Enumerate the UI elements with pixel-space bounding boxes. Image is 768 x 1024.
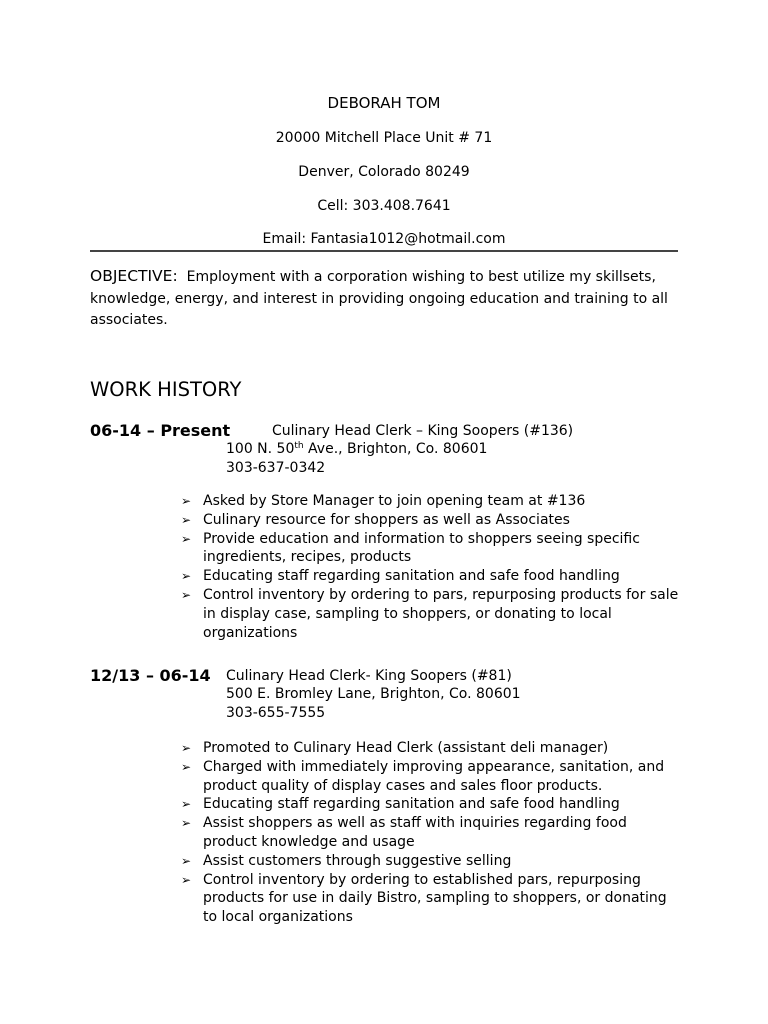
arrow-bullet-icon: ➢	[181, 759, 192, 774]
job-1-address-rest: Ave., Brighton, Co. 80601	[303, 441, 488, 457]
job-1-address	[226, 440, 487, 459]
arrow-bullet-icon: ➢	[181, 816, 192, 831]
duty-item	[181, 567, 681, 586]
work-history-title: WORK HISTORY	[90, 378, 242, 401]
duty-text: Control inventory by ordering to established pars, repurposing products for use in daily Bistro, sampling to shoppers, or donating to local organizations	[203, 871, 667, 926]
duty-text: Promoted to Culinary Head Clerk (assistant deli manager)	[203, 740, 609, 756]
objective-label: OBJECTIVE:	[90, 267, 178, 285]
job-1-phone: 303-637-0342	[226, 460, 326, 476]
duty-text: Provide education and information to shoppers seeing specific ingredients, recipes, products	[203, 530, 640, 566]
objective-section	[90, 266, 690, 332]
arrow-bullet-icon: ➢	[181, 872, 192, 887]
cell-phone: Cell: 303.408.7641	[317, 198, 451, 214]
job-2-title: Culinary Head Clerk- King Soopers (#81)	[226, 668, 512, 684]
arrow-bullet-icon: ➢	[181, 569, 192, 584]
arrow-bullet-icon: ➢	[181, 853, 192, 868]
duty-text: Control inventory by ordering to pars, repurposing products for sale in display case, sampling to shoppers, or donating to local organizations	[203, 586, 679, 641]
arrow-bullet-icon: ➢	[181, 797, 192, 812]
arrow-bullet-icon: ➢	[181, 741, 192, 755]
duty-item	[181, 530, 681, 568]
duty-item	[181, 492, 681, 511]
arrow-bullet-icon: ➢	[181, 531, 192, 546]
job-1-date: 06-14 – Present	[90, 421, 231, 440]
job-1-title: Culinary Head Clerk – King Soopers (#136)	[272, 423, 574, 439]
duty-item	[181, 758, 681, 796]
duty-text: Charged with immediately improving appearance, sanitation, and product quality of display cases and sales floor products.	[203, 758, 665, 794]
duty-item	[181, 871, 681, 927]
header-divider	[90, 250, 678, 252]
email: Email: Fantasia1012@hotmail.com	[262, 231, 506, 247]
duty-text: Assist shoppers as well as staff with inquiries regarding food product knowledge and usage	[203, 815, 627, 850]
duty-text: Educating staff regarding sanitation and safe food handling	[203, 796, 620, 813]
job-2-phone: 303-655-7555	[226, 705, 326, 721]
arrow-bullet-icon: ➢	[181, 587, 192, 602]
job-1-address-number: 100 N. 50	[226, 441, 295, 457]
job-2-duties	[181, 739, 681, 927]
duty-item	[181, 795, 681, 814]
objective-text: Employment with a corporation wishing to best utilize my skillsets, knowledge, energy, and interest in providing ongoing education and training to all associates.	[90, 269, 668, 328]
duty-item	[181, 739, 681, 758]
arrow-bullet-icon: ➢	[181, 494, 192, 508]
duty-text: Assist customers through suggestive selling	[203, 852, 512, 869]
duty-item	[181, 852, 681, 871]
duty-item	[181, 814, 681, 852]
duty-text: Asked by Store Manager to join opening team at #136	[203, 493, 586, 509]
duty-item	[181, 586, 681, 642]
candidate-name: DEBORAH TOM	[327, 94, 441, 112]
job-2-date: 12/13 – 06-14	[90, 666, 211, 685]
job-1-duties	[181, 492, 681, 642]
duty-text: Culinary resource for shoppers as well as Associates	[203, 511, 570, 528]
address-line-2: Denver, Colorado 80249	[298, 164, 470, 180]
address-line-1: 20000 Mitchell Place Unit # 71	[275, 130, 493, 146]
duty-item	[181, 511, 681, 530]
job-1-address-superscript: th	[294, 441, 304, 451]
job-2-address: 500 E. Bromley Lane, Brighton, Co. 80601	[226, 686, 521, 702]
duty-text: Educating staff regarding sanitation and safe food handling	[203, 568, 620, 585]
arrow-bullet-icon: ➢	[181, 512, 192, 527]
